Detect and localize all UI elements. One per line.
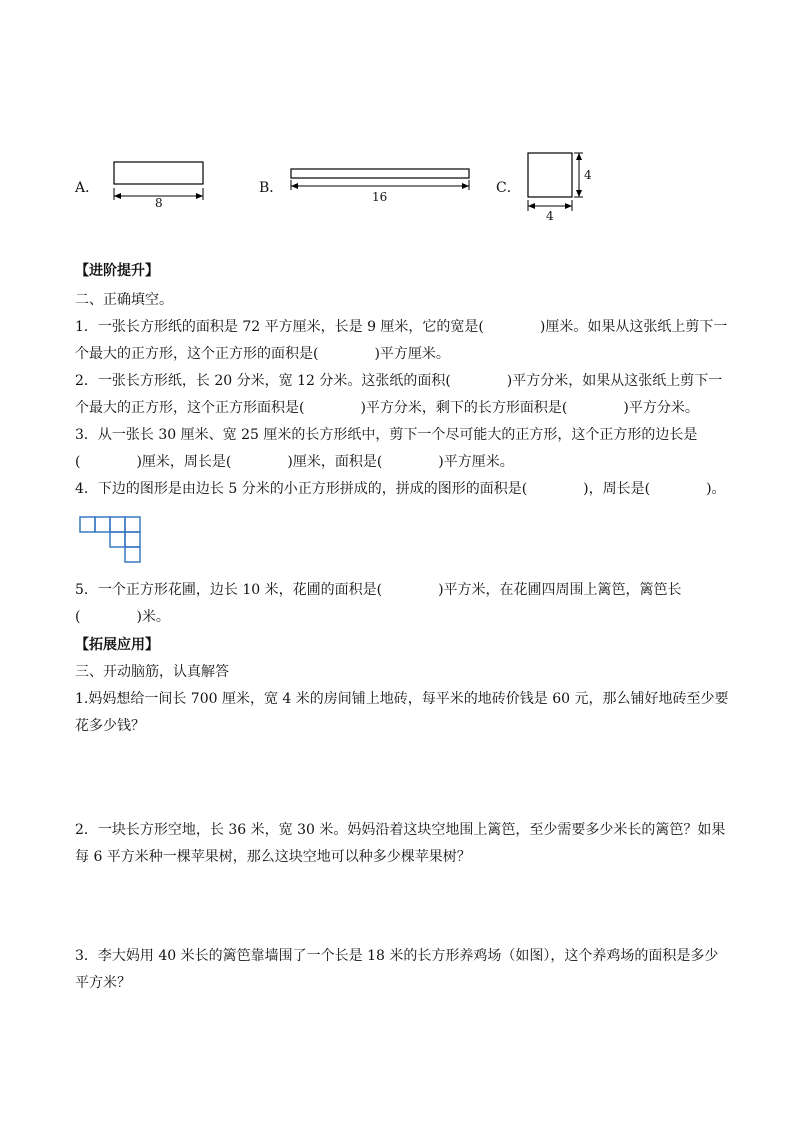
section-advanced-heading: 【进阶提升】	[75, 263, 159, 279]
question-4-line-1: 4．下边的图形是由边长 5 分米的小正方形拼成的，拼成的图形的面积是( )，周长是( )。	[75, 481, 726, 497]
small-square	[110, 517, 125, 532]
figure-c-label: C．	[496, 180, 521, 196]
small-square	[125, 547, 140, 562]
problem-2-line-1: 2．一块长方形空地，长 36 米，宽 30 米。妈妈沿着这块空地围上篱笆，至少需要多少米长的篱笆？如果	[75, 822, 726, 838]
figure-b-label: B．	[259, 180, 284, 196]
problem-3-line-1: 3．李大妈用 40 米长的篱笆靠墙围了一个长是 18 米的长方形养鸡场（如图），这个养鸡场的面积是多少	[75, 948, 719, 964]
question-3-line-2: ( )厘米，周长是( )厘米，面积是( )平方厘米。	[75, 454, 514, 470]
question-1-line-1: 1．一张长方形纸的面积是 72 平方厘米，长是 9 厘米，它的宽是( )厘米。如果从这张纸上剪下一	[75, 319, 728, 335]
question-5-line-1: 5．一个正方形花圃，边长 10 米，花圃的面积是( )平方米，在花圃四周围上篱笆，篱笆长	[75, 582, 682, 598]
section-advanced-title: 二、正确填空。	[75, 292, 173, 308]
question-2-line-1: 2．一张长方形纸，长 20 分米，宽 12 分米。这张纸的面积( )平方分米，如果从这张纸上剪下一	[75, 373, 723, 389]
figure-c-dimension-bottom-label: 4	[546, 209, 554, 223]
small-square	[95, 517, 110, 532]
small-square	[125, 517, 140, 532]
question-5-line-2: ( )米。	[75, 609, 170, 625]
problem-2-line-2: 每 6 平方米种一棵苹果树，那么这块空地可以种多少棵苹果树？	[75, 849, 471, 865]
question-1-line-2: 个最大的正方形，这个正方形的面积是( )平方厘米。	[75, 346, 450, 362]
figure-c-dimension-right-label: 4	[584, 168, 592, 182]
problem-1-line-2: 花多少钱？	[75, 718, 145, 734]
problem-3-line-2: 平方米？	[75, 975, 131, 991]
small-square	[80, 517, 95, 532]
section-extend-title: 三、开动脑筋，认真解答	[75, 664, 229, 680]
question-3-line-1: 3．从一张长 30 厘米、宽 25 厘米的长方形纸中，剪下一个尽可能大的正方形，这个正方形的边长是	[75, 427, 698, 443]
section-extend-heading: 【拓展应用】	[75, 637, 159, 653]
question-2-line-2: 个最大的正方形，这个正方形面积是( )平方分米，剩下的长方形面积是( )平方分米。	[75, 400, 699, 416]
figure-b-dimension: 16	[372, 190, 388, 204]
problem-1-line-1: 1.妈妈想给一间长 700 厘米，宽 4 米的房间铺上地砖，每平米的地砖价钱是 60 元，那么铺好地砖至少要	[75, 691, 729, 707]
small-square	[110, 532, 125, 547]
figure-a-dimension: 8	[155, 196, 163, 210]
small-square	[125, 532, 140, 547]
figure-a-label: A．	[75, 180, 100, 196]
